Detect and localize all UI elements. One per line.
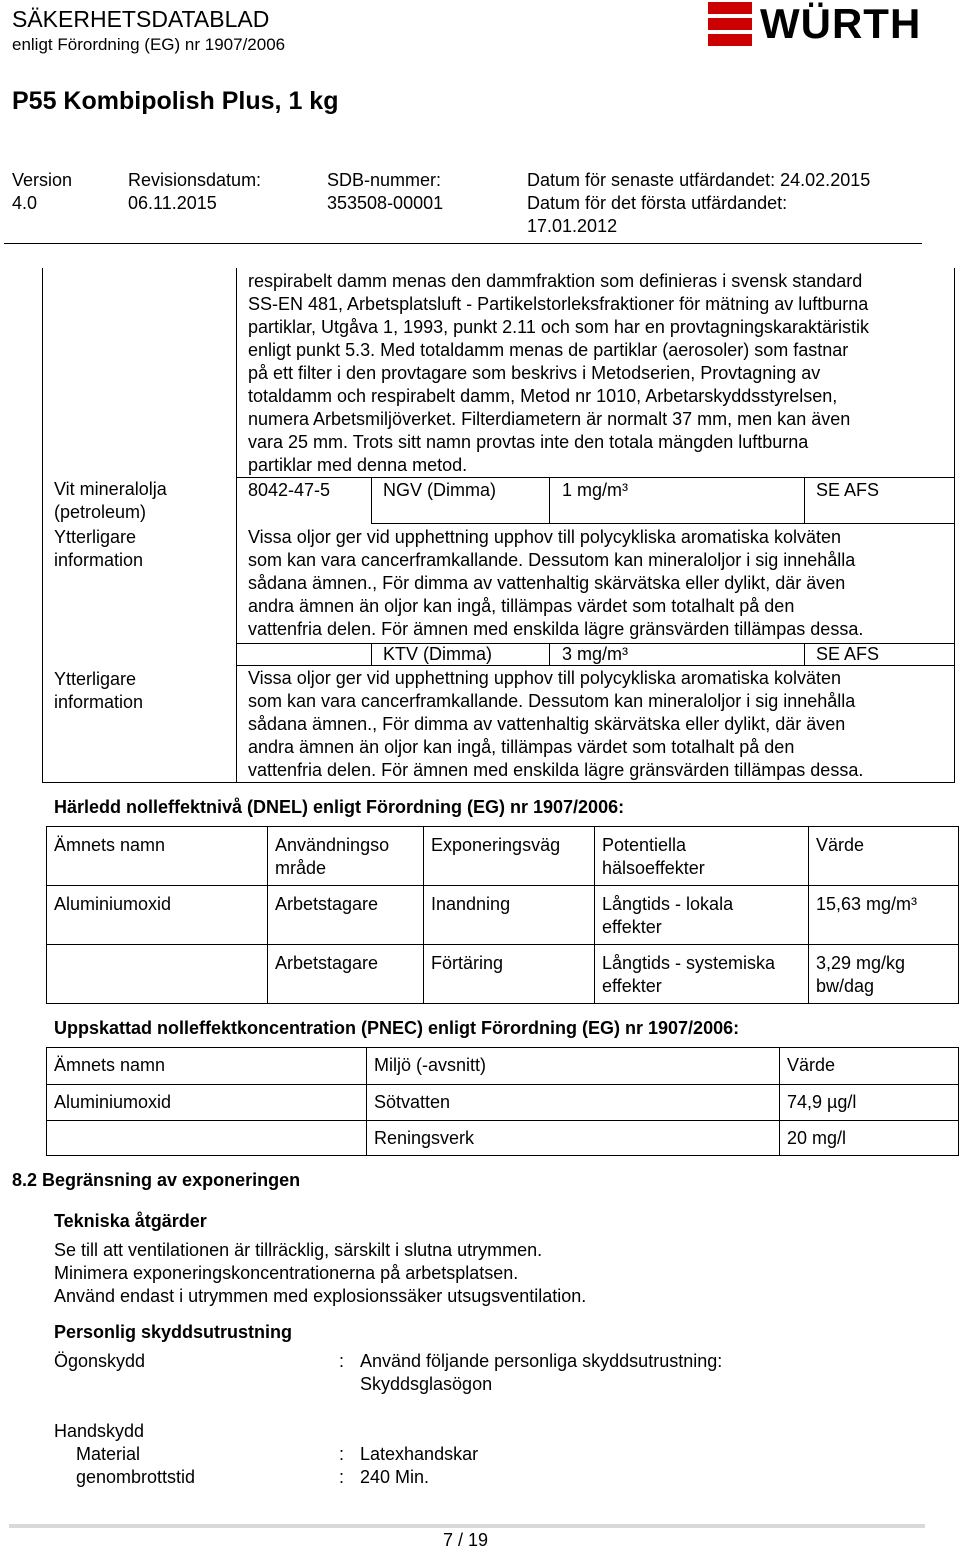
section-8-2-title: 8.2 Begränsning av exponeringen [12,1170,301,1190]
breakthrough-colon: : [339,1467,345,1487]
limit-basis-ktv: SE AFS [816,644,880,664]
limit-value-ktv: 3 mg/m³ [562,644,629,664]
breakthrough-value: 240 Min. [360,1467,430,1487]
info-text-2: Vissa oljor ger vid upphettning upphov till polycykliska aromatiska kolväten som kan vara cancerframkallande. Dessutom kan mineraloljor i sig innehålla sådana ämnen., För dimma av vattenhaltig skärvätska eller dylikt, där även andra ämnen än oljor kan ingå, tillämpas värdet som totalhalt på den vattenfria delen. För ämnen med enskilda lägre gränsvärden tillämpas dessa. [248,668,864,780]
version-label: Version [12,170,73,190]
revision-label: Revisionsdatum: [128,170,262,190]
limit-type-ngv: NGV (Dimma) [383,480,496,500]
latest-issue-date: Datum för senaste utfärdandet: 24.02.2015 [527,170,871,190]
pnec-header-compartment: Miljö (-avsnitt) [374,1055,487,1075]
continued-definition-text: respirabelt damm menas den dammfraktion som definieras i svensk standard SS-EN 481, Arbetsplatsluft - Partikelstorleksfraktioner för mätning av luftburna partiklar, Utgåva 1, 1993, punkt 2.11 och som har en provtagningskaraktäristik enligt punkt 5.3. Med totaldamm menas de partiklar (aerosoler) som fastnar på ett filter i den provtagare som beskrivs i Metodserien, Provtagning av totaldamm och respirabelt damm, Metod nr 1010, Arbetarskyddsstyrelsen, numera Arbetsmiljöverket. Filterdiametern är normalt 37 mm, men kan även vara 25 mm. Trots sitt namn provtas inte den totala mängden luftburna partiklar med denna metod. [248,271,870,475]
pnec-row2-compartment: Reningsverk [374,1128,475,1148]
substance-name: Vit mineralolja (petroleum) [54,479,167,522]
dnel-header-substance: Ämnets namn [54,835,166,855]
dnel-row2-use-area: Arbetstagare [275,953,379,973]
dnel-heading: Härledd nolleffektnivå (DNEL) enligt Förordning (EG) nr 1907/2006: [54,797,625,817]
document-title: SÄKERHETSDATABLAD [12,6,270,32]
info-text-1: Vissa oljor ger vid upphettning upphov till polycykliska aromatiska kolväten som kan vara cancerframkallande. Dessutom kan mineraloljor i sig innehålla sådana ämnen., För dimma av vattenhaltig skärvätska eller dylikt, där även andra ämnen än oljor kan ingå, tillämpas värdet som totalhalt på den vattenfria delen. För ämnen med enskilda lägre gränsvärden tillämpas dessa. [248,527,864,639]
dnel-row1-use-area: Arbetstagare [275,894,379,914]
wurth-logo-mark [708,2,752,48]
logo-wordmark: WÜRTH [760,0,922,47]
hand-protection-label: Handskydd [54,1421,145,1441]
dnel-row1-route: Inandning [431,894,511,914]
cas-number: 8042-47-5 [248,480,331,500]
dnel-row2-value: 3,29 mg/kg bw/dag [816,953,906,996]
material-label: Material [76,1444,141,1464]
dnel-header-exposure-route: Exponeringsväg [431,835,561,855]
eye-protection-label: Ögonskydd [54,1351,146,1371]
info-label-2: Ytterligare information [54,669,144,712]
technical-measures-text: Se till att ventilationen är tillräcklig, särskilt i slutna utrymmen. Minimera exponeringskoncentrationerna på arbetsplatsen. Använd endast i utrymmen med explosionssäker utsugsventilation. [54,1240,587,1306]
pnec-row1-value: 74,9 µg/l [787,1092,857,1112]
first-issue-value: 17.01.2012 [527,216,618,236]
product-name: P55 Kombipolish Plus, 1 kg [12,87,339,115]
dnel-row2-route: Förtäring [431,953,504,973]
info-label-1: Ytterligare information [54,527,144,570]
dnel-header-use-area: Användningso mråde [275,835,390,878]
pnec-row2-value: 20 mg/l [787,1128,847,1148]
sdb-label: SDB-nummer: [327,170,442,190]
header-divider [4,243,922,244]
dnel-header-value: Värde [816,835,865,855]
limit-basis-ngv: SE AFS [816,480,880,500]
wurth-logo [708,2,928,48]
page-number: 7 / 19 [443,1530,489,1550]
breakthrough-label: genombrottstid [76,1467,196,1487]
regulation-subtitle: enligt Förordning (EG) nr 1907/2006 [12,35,286,54]
pnec-heading: Uppskattad nolleffektkoncentration (PNEC) enligt Förordning (EG) nr 1907/2006: [54,1018,740,1038]
version-value: 4.0 [12,193,38,213]
pnec-header-substance: Ämnets namn [54,1055,166,1075]
sdb-value: 353508-00001 [327,193,444,213]
technical-measures-heading: Tekniska åtgärder [54,1211,207,1231]
dnel-header-health-effects: Potentiella hälsoeffekter [602,835,705,878]
ppe-heading: Personlig skyddsutrustning [54,1322,293,1342]
pnec-header-value: Värde [787,1055,836,1075]
dnel-row1-value: 15,63 mg/m³ [816,894,918,914]
material-value: Latexhandskar [360,1444,479,1464]
dnel-row2-effect: Långtids - systemiska effekter [602,953,776,996]
material-colon: : [339,1444,345,1464]
dnel-row1-effect: Långtids - lokala effekter [602,894,734,937]
pnec-row1-substance: Aluminiumoxid [54,1092,172,1112]
dnel-row1-substance: Aluminiumoxid [54,894,172,914]
limit-value-ngv: 1 mg/m³ [562,480,629,500]
footer-bar [9,1524,925,1528]
pnec-row1-compartment: Sötvatten [374,1092,451,1112]
limit-type-ktv: KTV (Dimma) [383,644,492,664]
revision-value: 06.11.2015 [128,193,217,213]
eye-protection-colon: : [339,1351,345,1371]
eye-protection-text: Använd följande personliga skyddsutrustning: Skyddsglasögon [360,1351,723,1394]
first-issue-label: Datum för det första utfärdandet: [527,193,788,213]
